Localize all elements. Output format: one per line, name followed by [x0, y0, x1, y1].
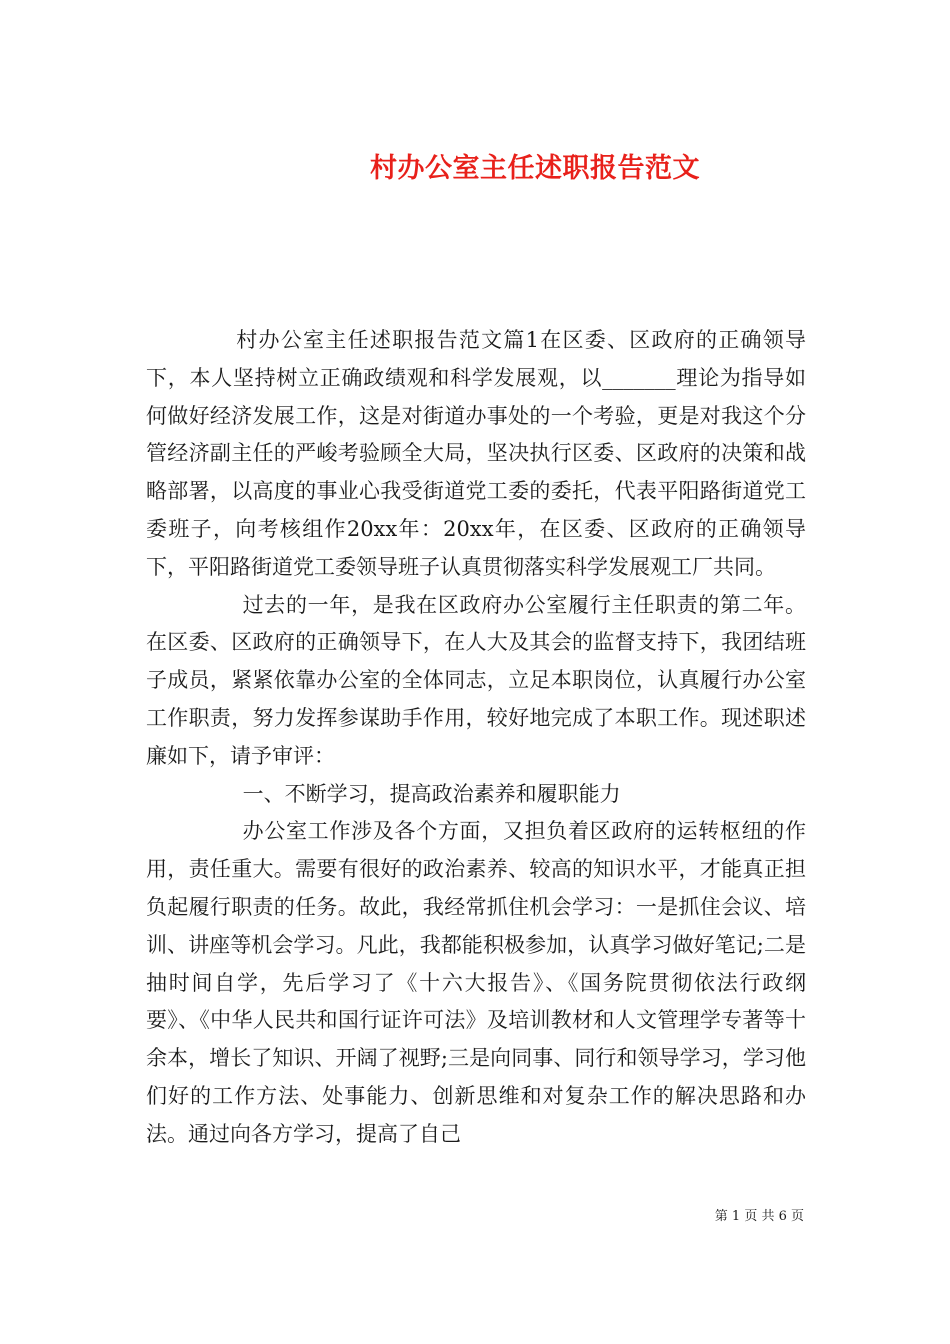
- paragraph-intro: 村办公室主任述职报告范文篇1在区委、区政府的正确领导下，本人坚持树立正确政绩观和科学发展观，以_______理论为指导如何做好经济发展工作，这是对街道办事处的一个考验，更是对我这个分管经济副主任的严峻考验顾全大局，坚决执行区委、区政府的决策和战略部署，以高度的事业心我受街道党工委的委托，代表平阳路街道党工委班子，向考核组作20xx年：20xx年，在区委、区政府的正确领导下，平阳路街道党工委领导班子认真贯彻落实科学发展观工厂共同。: [146, 328, 806, 579]
- paragraph-study: 办公室工作涉及各个方面，又担负着区政府的运转枢纽的作用，责任重大。需要有很好的政治素养、较高的知识水平，才能真正担负起履行职责的任务。故此，我经常抓住机会学习：一是抓住会议、培训、讲座等机会学习。凡此，我都能积极参加，认真学习做好笔记;二是抽时间自学，先后学习了《十六大报告》、《国务院贯彻依法行政纲要》、《中华人民共和国行证许可法》及培训教材和人文管理学专著等十余本，增长了知识、开阔了视野;三是向同事、同行和领导学习，学习他们好的工作方法、处事能力、创新思维和对复杂工作的解决思路和办法。通过向各方学习，提高了自己: [146, 819, 806, 1146]
- section-heading: 一、不断学习，提高政治素养和履职能力: [242, 781, 621, 806]
- document-body: [146, 322, 806, 1154]
- document-title: 村办公室主任述职报告范文: [370, 153, 700, 185]
- paragraph-review: 过去的一年，是我在区政府办公室履行主任职责的第二年。在区委、区政府的正确领导下，在人大及其会的监督支持下，我团结班子成员，紧紧依靠办公室的全体同志，立足本职岗位，认真履行办公室工作职责，努力发挥参谋助手作用，较好地完成了本职工作。现述职述廉如下，请予审评：: [146, 592, 806, 768]
- page-number: 第 1 页 共 6 页: [714, 1209, 804, 1224]
